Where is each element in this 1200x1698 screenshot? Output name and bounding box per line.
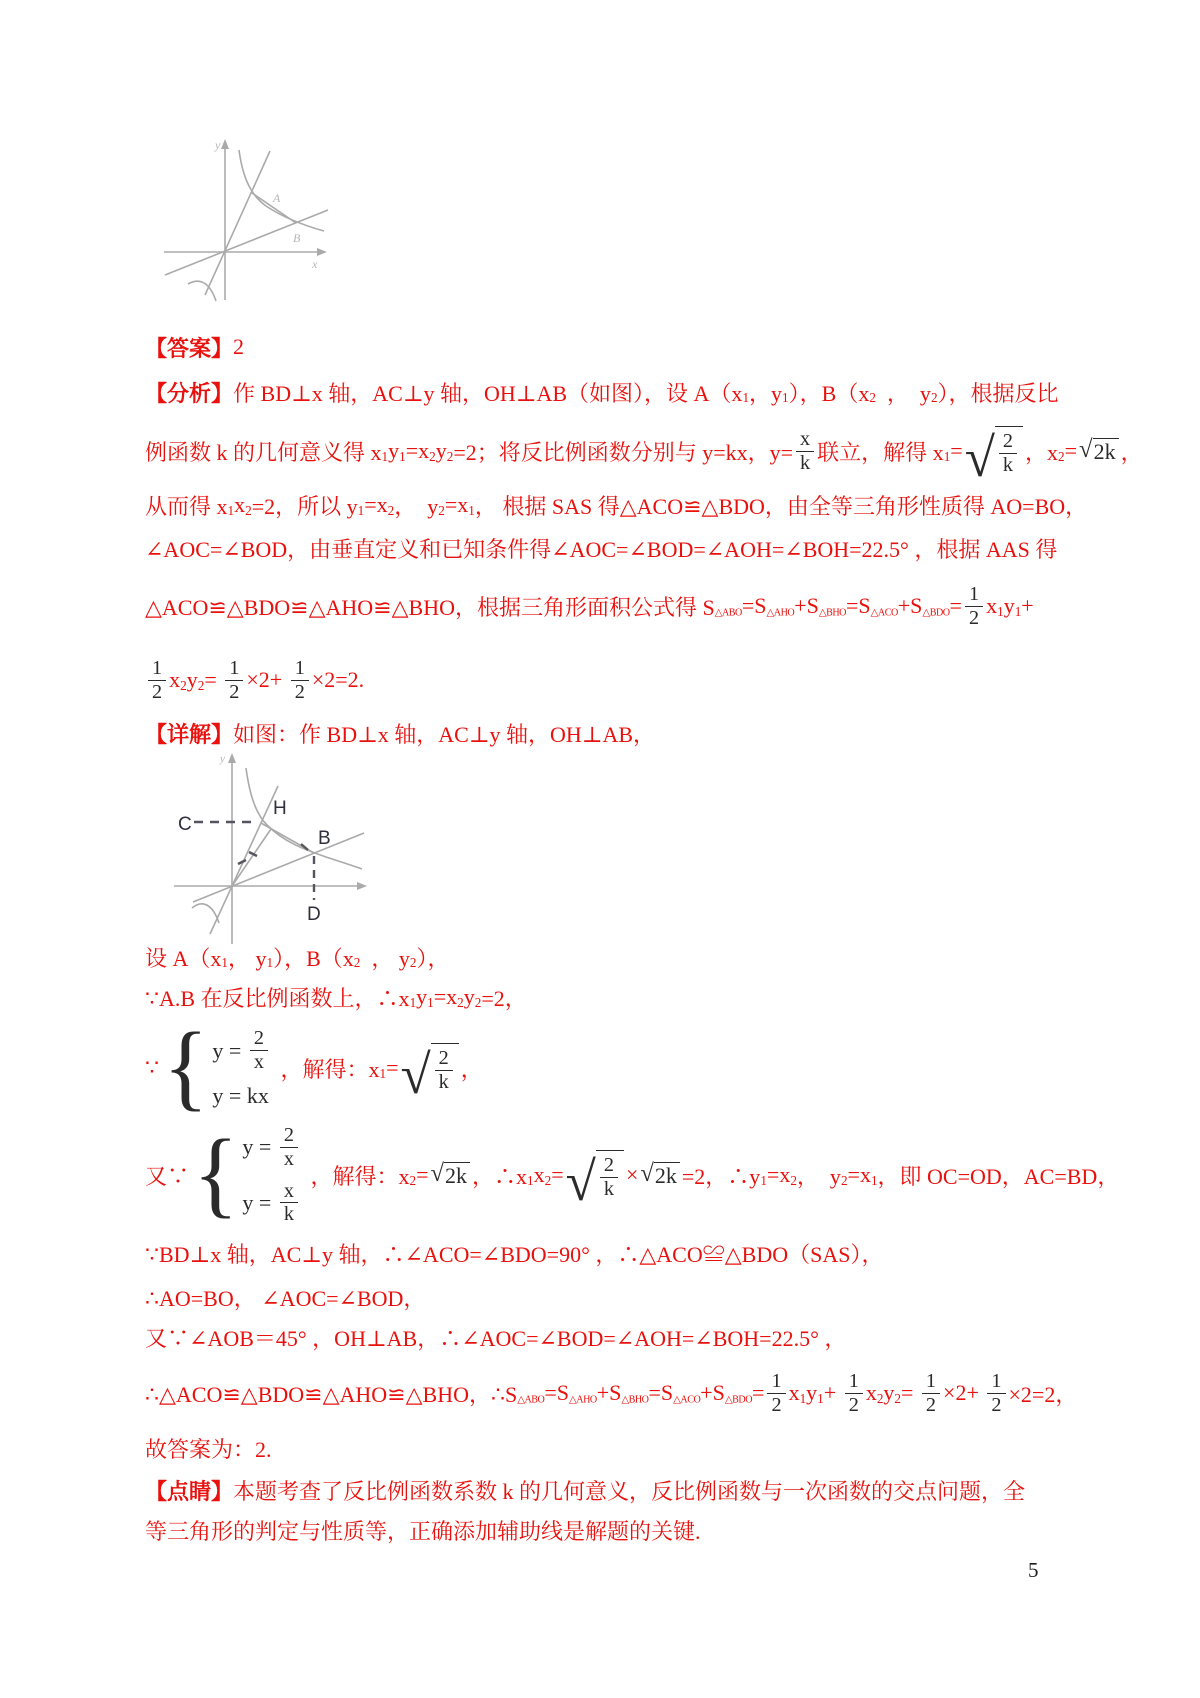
text-run: 联立，解得 x <box>817 439 944 465</box>
radical-sign-icon: √ <box>430 1159 445 1187</box>
denominator: 2 <box>771 1393 782 1416</box>
segment-oh <box>232 829 271 886</box>
numerator: 1 <box>965 583 983 607</box>
text-run: x <box>788 1380 800 1405</box>
triangle-subscript: △ACO <box>870 606 898 618</box>
text-run: ）， <box>416 945 450 971</box>
fraction <box>280 1124 298 1170</box>
fraction <box>965 583 983 629</box>
text-run: =2，∴y <box>681 1163 761 1189</box>
fig1-point-b-label: B <box>293 231 301 245</box>
text-run: =x <box>364 492 388 517</box>
analysis-line-5 <box>145 576 1034 636</box>
fig2-point-d-label: D <box>307 904 321 925</box>
text-run: = <box>949 593 962 618</box>
text-run: =x <box>766 1162 791 1187</box>
subscript: 1 <box>409 994 417 1010</box>
radical-fraction <box>964 426 1023 489</box>
text-run: ×2=2， <box>1008 1381 1078 1407</box>
radical <box>640 1159 680 1189</box>
radical <box>430 1159 471 1189</box>
fig2-point-c-label: C <box>178 814 192 835</box>
text-run: =S <box>741 593 767 618</box>
subscript: 1 <box>221 954 228 970</box>
analysis-line-1 <box>145 375 1059 409</box>
text-run: =x <box>405 438 430 463</box>
subscript: 2 <box>894 1390 901 1406</box>
text-run: ，解得：x <box>304 1163 410 1189</box>
subscript: 2 <box>245 502 252 518</box>
text-run: ， <box>1120 439 1143 465</box>
text-run: +S <box>794 593 819 618</box>
radicand <box>995 426 1023 476</box>
y-axis-arrow-icon <box>228 753 236 763</box>
detail-line-8 <box>145 1320 846 1354</box>
text-run: = <box>386 1055 399 1080</box>
subscript: 1 <box>357 502 365 518</box>
denominator: x <box>253 1051 264 1073</box>
note-line-2 <box>145 1513 701 1547</box>
text-run: 等三角形的判定与性质等，正确添加辅助线是解题的关键. <box>145 1518 701 1544</box>
text-run: ， y <box>875 380 931 406</box>
subscript: 2 <box>429 448 436 464</box>
line-y-kx <box>205 151 270 295</box>
denominator: x <box>283 1147 294 1170</box>
numerator: x <box>796 428 814 452</box>
analysis-line-3 <box>145 488 1087 522</box>
x-axis-arrow-icon <box>357 882 367 890</box>
text-run: 设 A（x <box>145 945 222 971</box>
fraction <box>796 428 814 474</box>
detail-line-1 <box>145 716 655 750</box>
text-run: x <box>234 492 246 517</box>
radical-fraction <box>565 1150 624 1213</box>
text-run: x <box>533 1162 545 1187</box>
fraction <box>999 430 1017 476</box>
detail-line-2 <box>145 940 450 974</box>
x-axis-arrow-icon <box>317 248 327 256</box>
text-run: × <box>625 1162 639 1187</box>
detail-line-3 <box>145 980 527 1014</box>
denominator: 2 <box>991 1393 1002 1416</box>
detail-line-4 <box>145 1016 483 1120</box>
fraction <box>280 1180 298 1226</box>
numerator: 1 <box>987 1370 1005 1394</box>
subscript: 2 <box>544 1172 552 1188</box>
text-run: = <box>551 1162 564 1187</box>
text-run: y <box>806 1380 818 1405</box>
detail-line-5 <box>145 1110 1119 1240</box>
denominator: 2 <box>229 680 240 703</box>
section-tag: 【点睛】 <box>145 1478 234 1504</box>
subscript: 1 <box>399 448 406 464</box>
text-run: =2， <box>481 985 527 1011</box>
text-run: + <box>1021 593 1034 618</box>
subscript: 1 <box>379 1065 387 1081</box>
text-run: ×2+ <box>246 667 288 692</box>
fig2-point-b-label: B <box>318 828 331 849</box>
fraction <box>922 1370 940 1416</box>
fig1-x-label: x <box>312 257 318 271</box>
subscript: 1 <box>266 954 274 970</box>
hyperbola-branch-3 <box>188 281 216 301</box>
text-run: =S <box>845 593 871 618</box>
subscript: 1 <box>943 448 951 464</box>
text-run: ，x <box>1025 439 1059 465</box>
line-shallow <box>165 210 328 275</box>
text-run: 故答案为：2. <box>145 1436 272 1462</box>
fraction <box>987 1370 1005 1416</box>
subscript: 2 <box>869 389 876 405</box>
hyperbola-branch-1 <box>239 150 324 231</box>
detail-line-10 <box>145 1431 272 1465</box>
text-run: y <box>186 667 198 692</box>
numerator: 1 <box>291 657 309 681</box>
subscript: 1 <box>468 502 475 518</box>
fig2-y-label: y <box>220 753 225 765</box>
subscript: 2 <box>840 1172 848 1188</box>
denominator: 2 <box>152 680 163 703</box>
text-run: ），B（x <box>273 945 354 971</box>
subscript: 1 <box>760 1172 767 1188</box>
detail-line-6 <box>145 1236 883 1270</box>
radicand: 2k <box>654 1162 680 1189</box>
detail-line-9 <box>145 1363 1077 1423</box>
numerator: 1 <box>225 657 243 681</box>
text-run: =x <box>433 984 458 1009</box>
subscript: 2 <box>409 954 417 970</box>
triangle-subscript: △ACO <box>673 1393 701 1405</box>
radical-sign-icon: √ <box>400 1044 431 1106</box>
fraction <box>767 1370 785 1416</box>
text-run: ， 根据 SAS 得△ACO≌△BDO，由全等三角形性质得 AO=BO， <box>474 493 1088 519</box>
fig1-point-a-label: A <box>273 191 281 205</box>
radical <box>1079 435 1119 465</box>
detail-line-7 <box>145 1280 425 1314</box>
fraction <box>291 657 309 703</box>
text-run: y = kx <box>212 1082 269 1108</box>
subscript: 1 <box>782 389 789 405</box>
numerator: 2 <box>435 1047 453 1071</box>
text-run: +S <box>897 593 923 618</box>
text-run: = <box>1064 438 1078 463</box>
fraction <box>225 657 243 703</box>
text-run: ），B（x <box>788 380 870 406</box>
triangle-subscript: △BDO <box>922 606 950 618</box>
text-run: = <box>901 1380 919 1405</box>
equation-system <box>163 1014 271 1121</box>
text-run: =S <box>648 1380 674 1405</box>
denominator: k <box>603 1177 614 1200</box>
subscript: 2 <box>197 677 205 693</box>
text-run: y <box>388 438 400 463</box>
subscript: 1 <box>227 502 235 518</box>
subscript: 1 <box>1014 603 1022 619</box>
subscript: 1 <box>799 1390 807 1406</box>
text-run: ， y <box>227 945 267 971</box>
denominator: 2 <box>294 680 305 703</box>
numerator: 1 <box>767 1370 785 1394</box>
system-rows <box>242 1124 301 1226</box>
text-run: +S <box>700 1380 725 1405</box>
denominator: 2 <box>925 1393 937 1416</box>
triangle-subscript: △BDO <box>724 1393 753 1405</box>
text-run: ×2=2. <box>311 667 365 692</box>
triangle-subscript: △AHO <box>766 606 795 618</box>
numerator: 1 <box>148 657 166 681</box>
subscript: 2 <box>474 994 482 1010</box>
text-run: =x <box>444 492 469 517</box>
fraction <box>250 1027 268 1073</box>
text-run: =x <box>847 1162 871 1187</box>
brace-icon: { <box>193 1121 239 1228</box>
equation-system <box>193 1121 301 1228</box>
text-run: x <box>865 1380 877 1405</box>
radical-sign-icon: √ <box>964 427 995 489</box>
triangle-subscript: △ABO <box>517 1393 545 1405</box>
radicand <box>596 1150 624 1200</box>
line-shallow <box>193 833 364 902</box>
subscript: 2 <box>457 994 464 1010</box>
radicand: 2k <box>1093 438 1119 465</box>
text-run: ∴△ACO≌△BDO≌△AHO≌△BHO，∴S <box>145 1381 518 1407</box>
radicand: 2k <box>444 1162 470 1189</box>
radical-fraction <box>400 1043 458 1106</box>
text-run: 本题考查了反比例函数系数 k 的几何意义，反比例函数与一次函数的交点问题，全 <box>233 1478 1026 1504</box>
radical-sign-icon: √ <box>565 1151 596 1213</box>
system-row <box>242 1124 301 1170</box>
subscript: 2 <box>438 502 445 518</box>
subscript: 2 <box>409 1172 417 1188</box>
numerator: 1 <box>845 1370 863 1394</box>
text-run: ，解得：x <box>274 1056 380 1082</box>
text-run: ×2+ <box>943 1380 985 1405</box>
text-run: = <box>950 438 963 463</box>
fig1-y-label: y <box>215 138 221 152</box>
text-run: 例函数 k 的几何意义得 x <box>145 439 382 465</box>
subscript: 2 <box>1058 448 1065 464</box>
analysis-line-4 <box>145 531 1057 565</box>
subscript: 2 <box>387 502 395 518</box>
numerator: 2 <box>280 1124 298 1148</box>
numerator: 2 <box>999 430 1017 454</box>
hyperbola-branch-3 <box>192 904 219 923</box>
note-line-1 <box>145 1473 1025 1507</box>
triangle-subscript: △AHO <box>569 1393 597 1405</box>
numerator: x <box>280 1180 298 1204</box>
subscript: 2 <box>930 389 938 405</box>
text-run: =2；将反比例函数分别与 y=kx，y= <box>453 439 794 465</box>
text-run: y <box>435 438 447 463</box>
denominator: k <box>800 451 811 474</box>
denominator: 2 <box>968 606 980 629</box>
subscript: 2 <box>446 448 454 464</box>
figure-hyperbola-lines <box>160 136 335 308</box>
fraction <box>845 1370 863 1416</box>
numerator: 1 <box>922 1370 940 1394</box>
text-run: y <box>463 984 475 1009</box>
text-run: ），根据反比 <box>937 380 1059 406</box>
section-tag: 【详解】 <box>145 721 234 747</box>
triangle-subscript: △BHO <box>621 1393 649 1405</box>
subscript: 2 <box>180 677 187 693</box>
text-run: 又∵∠AOB＝45° ，OH⊥AB，∴∠AOC=∠BOD=∠AOH=∠BOH=22.5° ， <box>145 1325 847 1351</box>
text-run: =2，所以 y <box>251 493 358 519</box>
page-number: 5 <box>1028 1558 1039 1582</box>
text-run: +S <box>596 1380 622 1405</box>
subscript: 1 <box>527 1172 534 1188</box>
subscript: 1 <box>817 1390 824 1406</box>
triangle-subscript: △BHO <box>818 606 846 618</box>
text-run: x <box>169 667 181 692</box>
numerator: 2 <box>600 1154 618 1178</box>
brace-icon: { <box>163 1014 209 1121</box>
text-run: = <box>204 667 223 692</box>
text-run: ， <box>460 1056 483 1082</box>
fraction <box>148 657 166 703</box>
radical-sign-icon: √ <box>1079 435 1093 463</box>
text-run: + <box>823 1380 842 1405</box>
subscript: 1 <box>742 389 750 405</box>
text-run: = <box>752 1380 765 1405</box>
denominator: k <box>1002 453 1014 476</box>
text-run: ， y <box>796 1163 841 1189</box>
text-run: 又∵ <box>145 1163 190 1189</box>
text-run: 如图：作 BD⊥x 轴，AC⊥y 轴，OH⊥AB， <box>233 721 656 747</box>
section-tag: 【答案】 <box>145 335 234 361</box>
subscript: 1 <box>381 448 389 464</box>
subscript: 1 <box>427 994 434 1010</box>
radicand <box>431 1043 459 1093</box>
text-run: ∵ <box>145 1055 159 1080</box>
subscript: 1 <box>870 1172 878 1188</box>
triangle-subscript: △ABO <box>714 606 742 618</box>
denominator: k <box>283 1203 294 1226</box>
radical-sign-icon: √ <box>640 1159 654 1187</box>
analysis-line-2 <box>145 412 1143 490</box>
text-run: y <box>883 1380 895 1405</box>
text-run: ，y <box>749 380 783 406</box>
subscript: 2 <box>876 1390 884 1406</box>
text-run: y <box>1003 593 1015 618</box>
text-run: =S <box>544 1380 569 1405</box>
answer-line <box>145 330 244 364</box>
text-run: 从而得 x <box>145 493 228 519</box>
text-run: = <box>416 1162 429 1187</box>
text-run: ∠AOC=∠BOD，由垂直定义和已知条件得∠AOC=∠BOD=∠AOH=∠BOH=22.5° ，根据 AAS 得 <box>145 536 1058 562</box>
denominator: k <box>438 1070 449 1093</box>
subscript: 1 <box>997 603 1004 619</box>
text-run: ，∴x <box>472 1163 528 1189</box>
figure-construction <box>170 748 385 948</box>
subscript: 2 <box>353 954 361 970</box>
section-tag: 【分析】 <box>145 380 234 406</box>
text-run: ∴AO=BO， ∠AOC=∠BOD， <box>145 1285 426 1311</box>
analysis-line-6 <box>145 650 364 710</box>
system-row <box>242 1180 301 1226</box>
text-run: 2 <box>233 334 245 359</box>
text-run: y = <box>242 1134 277 1160</box>
text-run: ，即 OC=OD，AC=BD， <box>877 1163 1120 1189</box>
system-row <box>212 1027 271 1073</box>
text-run: ∵A.B 在反比例函数上，∴x <box>145 985 410 1011</box>
text-run: ， y <box>360 945 410 971</box>
text-run: x <box>986 593 998 618</box>
text-run: ， y <box>394 493 439 519</box>
text-run: y = <box>212 1037 247 1063</box>
fig2-point-h-label: H <box>273 798 287 819</box>
text-run: 作 BD⊥x 轴，AC⊥y 轴，OH⊥AB（如图），设 A（x <box>233 380 743 406</box>
numerator: 2 <box>250 1027 268 1051</box>
system-row <box>212 1083 271 1109</box>
subscript: 2 <box>790 1172 797 1188</box>
text-run: ∵BD⊥x 轴，AC⊥y 轴，∴∠ACO=∠BDO=90° ，∴△ACO≌△BDO（SAS）， <box>145 1241 884 1267</box>
denominator: 2 <box>848 1393 859 1416</box>
fraction <box>435 1047 453 1093</box>
text-run: y <box>416 984 428 1009</box>
system-rows <box>212 1027 271 1108</box>
y-axis-arrow-icon <box>221 139 229 149</box>
text-run: y = <box>242 1189 277 1215</box>
text-run: △ACO≌△BDO≌△AHO≌△BHO，根据三角形面积公式得 S <box>145 594 715 620</box>
fraction <box>600 1154 618 1200</box>
